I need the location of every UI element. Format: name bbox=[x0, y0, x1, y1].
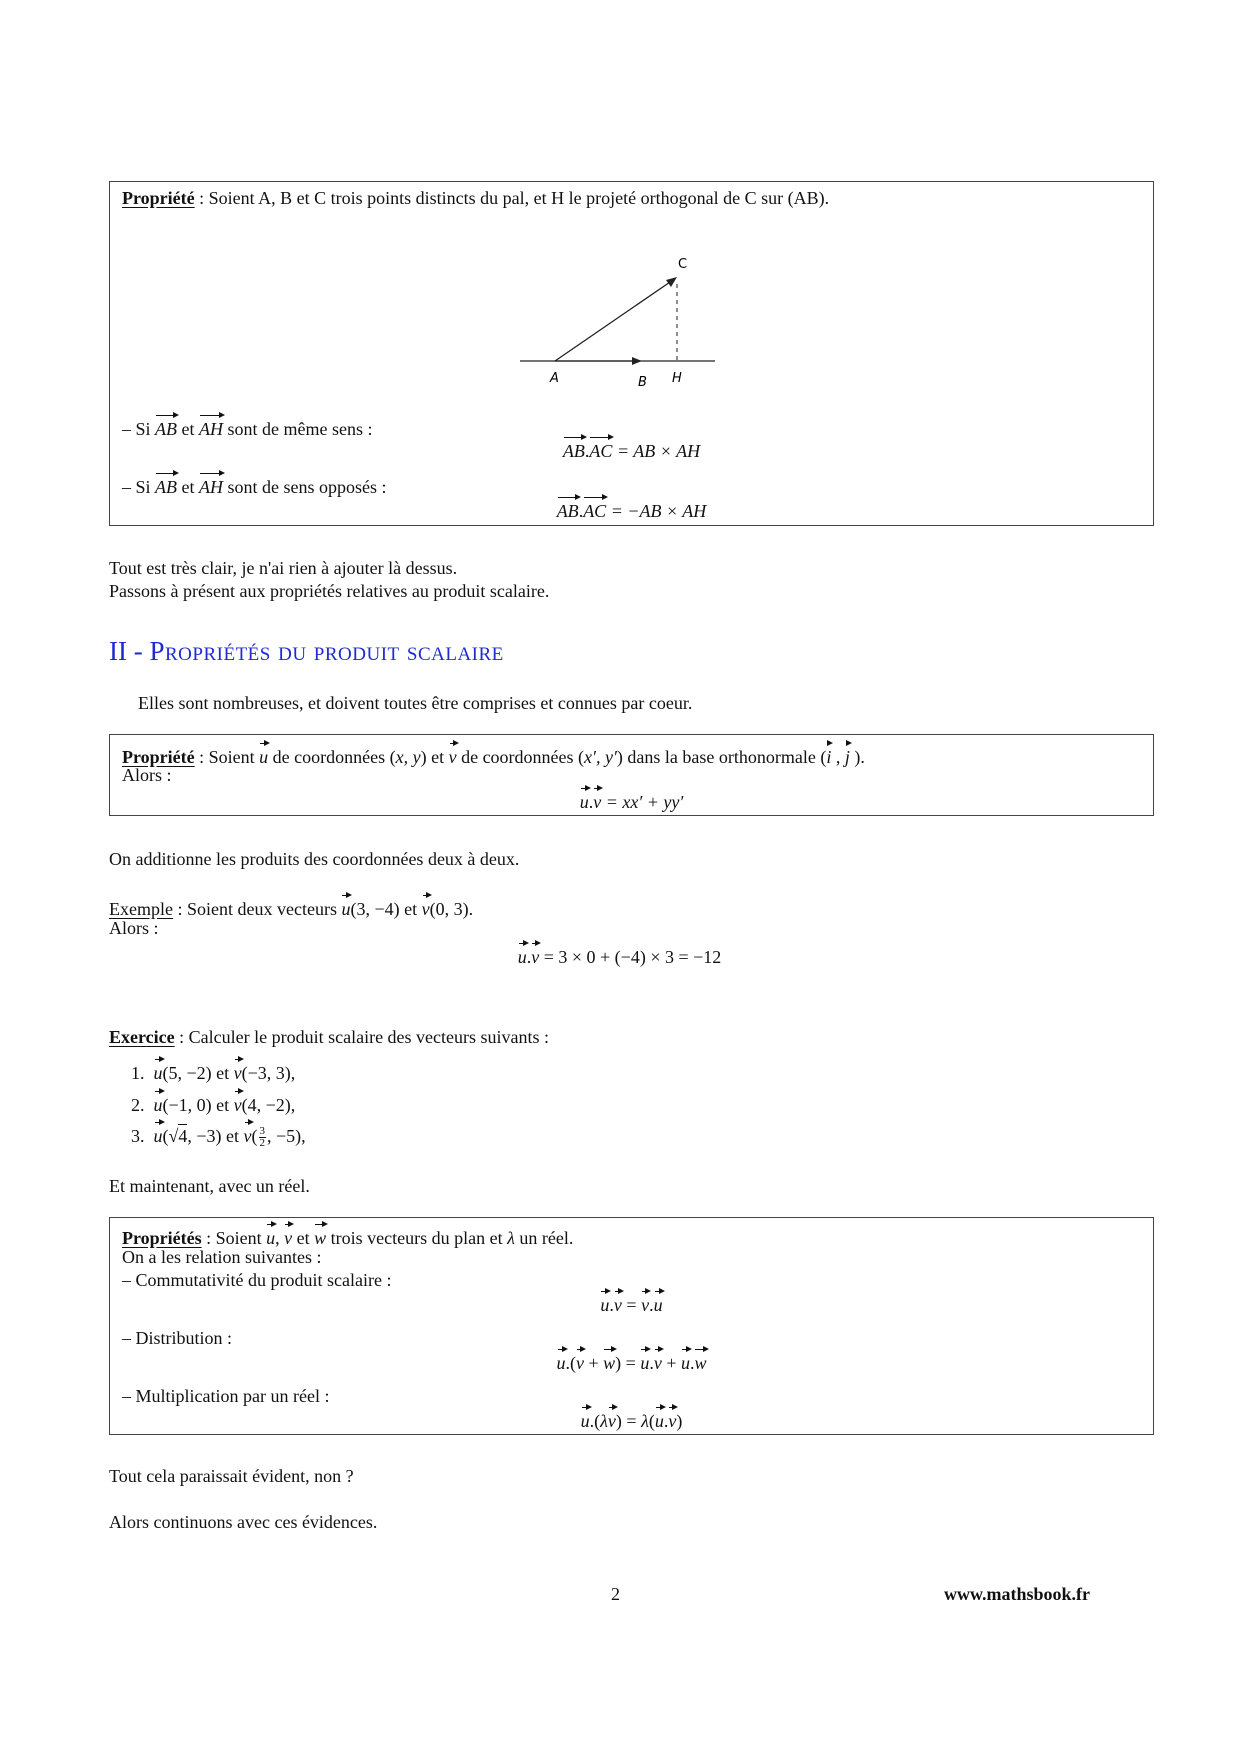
formula-opposite-direction: AB.AC = −AB × AH bbox=[110, 496, 1153, 522]
example-alors: Alors : bbox=[109, 918, 159, 938]
distribution-label: – Distribution : bbox=[122, 1328, 233, 1348]
point-a-label: A bbox=[550, 371, 559, 386]
commutativity-formula: u.v = v.u bbox=[110, 1290, 1153, 1316]
real-multiplication-label: – Multiplication par un réel : bbox=[122, 1386, 330, 1406]
exercise-label: Exercice bbox=[109, 1027, 175, 1047]
exercise-item-3: 3. u(√4, −3) et v( $\frac{3}{2}$ , −5), bbox=[131, 1121, 306, 1149]
property-2-statement: Propriété : Soient u de coordonnées (x, y) et v de coordonnées (x′, y′) dans la base orthonormale (i , j ). bbox=[122, 742, 865, 768]
point-c-label: C bbox=[678, 257, 688, 272]
case-same-direction: – Si AB et AH sont de même sens : bbox=[122, 414, 373, 440]
example-statement: Exemple : Soient deux vecteurs u(3, −4) et v(0, 3). bbox=[109, 894, 473, 920]
paragraph-real: Et maintenant, avec un réel. bbox=[109, 1176, 310, 1196]
formula-same-direction: AB.AC = AB × AH bbox=[110, 436, 1153, 462]
paragraph-clear: Tout est très clair, je n'ai rien à ajouter là dessus. bbox=[109, 558, 458, 578]
example-formula: u.v = 3 × 0 + (−4) × 3 = −12 bbox=[0, 942, 1239, 968]
property-1-intro: : Soient A, B et C trois points distincts du pal, et H le projeté orthogonal de C sur (AB). bbox=[194, 188, 830, 208]
distribution-formula: u.(v + w) = u.v + u.w bbox=[110, 1348, 1153, 1374]
example-label: Exemple bbox=[109, 899, 173, 919]
section-title: II - Propriétés du produit scalaire bbox=[109, 636, 504, 666]
section-intro: Elles sont nombreuses, et doivent toutes être comprises et connues par coeur. bbox=[138, 693, 693, 713]
vector-ac-arrowhead bbox=[666, 277, 677, 287]
property-2-formula: u.v = xx′ + yy′ bbox=[110, 787, 1153, 813]
property-2-label: Propriété bbox=[122, 747, 195, 767]
property-3-statement: Propriétés : Soient u, v et w trois vecteurs du plan et λ un réel. bbox=[122, 1223, 573, 1249]
property-box-2 bbox=[109, 734, 1154, 816]
paragraph-continue: Alors continuons avec ces évidences. bbox=[109, 1512, 378, 1532]
paragraph-obvious: Tout cela paraissait évident, non ? bbox=[109, 1466, 354, 1486]
page-number: 2 bbox=[611, 1584, 620, 1604]
paragraph-add-products: On additionne les produits des coordonnées deux à deux. bbox=[109, 849, 520, 869]
exercise-statement: Exercice : Calculer le produit scalaire des vecteurs suivants : bbox=[109, 1027, 550, 1047]
property-3-relations: On a les relation suivantes : bbox=[122, 1247, 322, 1267]
property-1-statement bbox=[122, 187, 829, 209]
point-b-label: B bbox=[638, 375, 647, 390]
vector-ab-arrowhead bbox=[632, 357, 642, 365]
vector-ac-arrow bbox=[555, 280, 673, 361]
case-opposite-direction: – Si AB et AH sont de sens opposés : bbox=[122, 472, 387, 498]
site-url[interactable]: www.mathsbook.fr bbox=[944, 1584, 1091, 1604]
property-box-3 bbox=[109, 1217, 1154, 1435]
property-box-1 bbox=[109, 181, 1154, 526]
point-h-label: H bbox=[672, 371, 682, 386]
property-3-label: Propriétés bbox=[122, 1228, 202, 1248]
real-multiplication-formula: u.(λv) = λ(u.v) bbox=[110, 1406, 1153, 1432]
property-1-label: Propriété bbox=[122, 188, 195, 208]
exercise-item-1: 1. u(5, −2) et v(−3, 3), bbox=[131, 1058, 295, 1084]
commutativity-label: – Commutativité du produit scalaire : bbox=[122, 1270, 392, 1290]
property-2-alors: Alors : bbox=[122, 765, 172, 785]
paragraph-next: Passons à présent aux propriétés relatives au produit scalaire. bbox=[109, 581, 550, 601]
exercise-item-2: 2. u(−1, 0) et v(4, −2), bbox=[131, 1090, 295, 1116]
projection-figure bbox=[520, 252, 720, 390]
